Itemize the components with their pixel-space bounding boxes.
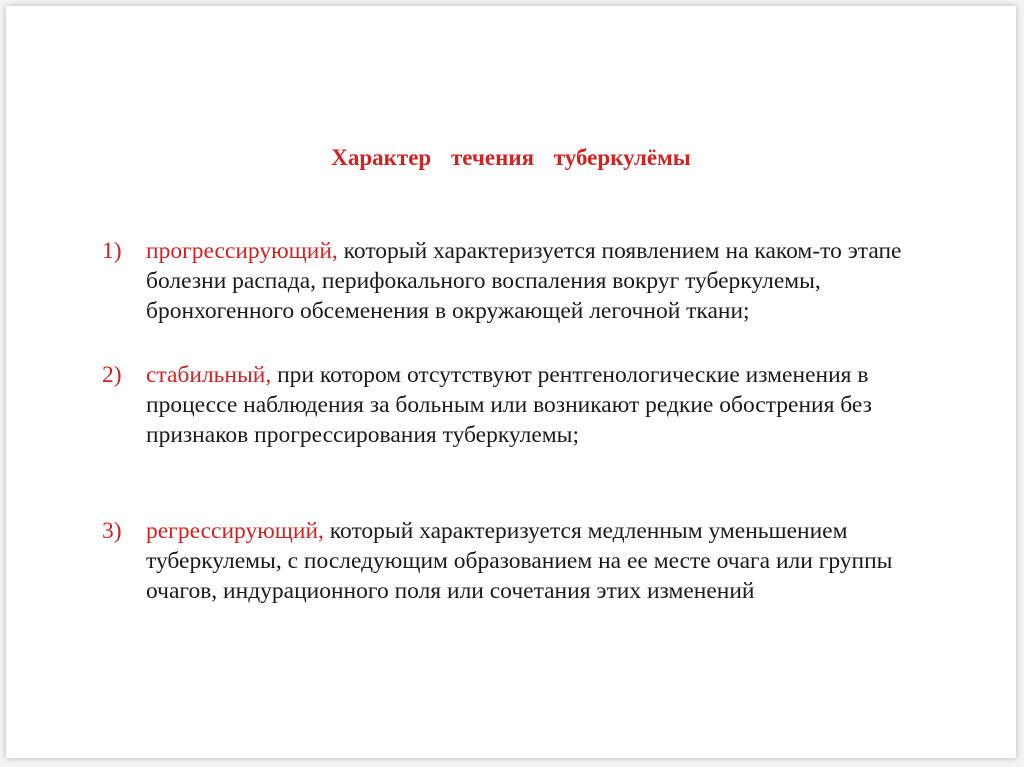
list-item-number: 1) [102,238,122,264]
list-item-text [146,516,952,606]
list-item-description: который характеризуется появлением на каком-то этапе болезни распада, перифокального воспаления вокруг туберкулемы, бронхогенного обсеменения в окружающей легочной ткани; [146,238,902,324]
list-item-text [146,236,952,326]
slide [6,6,1016,758]
list-item-term: стабильный, [146,362,272,388]
list-item-number: 2) [102,362,122,388]
list-item-term: прогрессирующий, [146,238,338,264]
list-item-text [146,360,952,450]
list-item-regressive [102,516,952,606]
list-item-number: 3) [102,518,122,544]
list-item-description: который характеризуется медленным уменьшением туберкулемы, с последующим образованием на ее месте очага или группы очагов, индурационного поля или сочетания этих изменений [146,518,893,604]
list-item-term: регрессирующий, [146,518,324,544]
list-item-progressive [102,236,952,326]
slide-title: Характер течения туберкулёмы [331,145,691,170]
list-item-stable [102,360,952,450]
list-item-description: при котором отсутствуют рентгенологические изменения в процессе наблюдения за больным или возникают редкие обострения без признаков прогрессирования туберкулемы; [146,362,872,448]
